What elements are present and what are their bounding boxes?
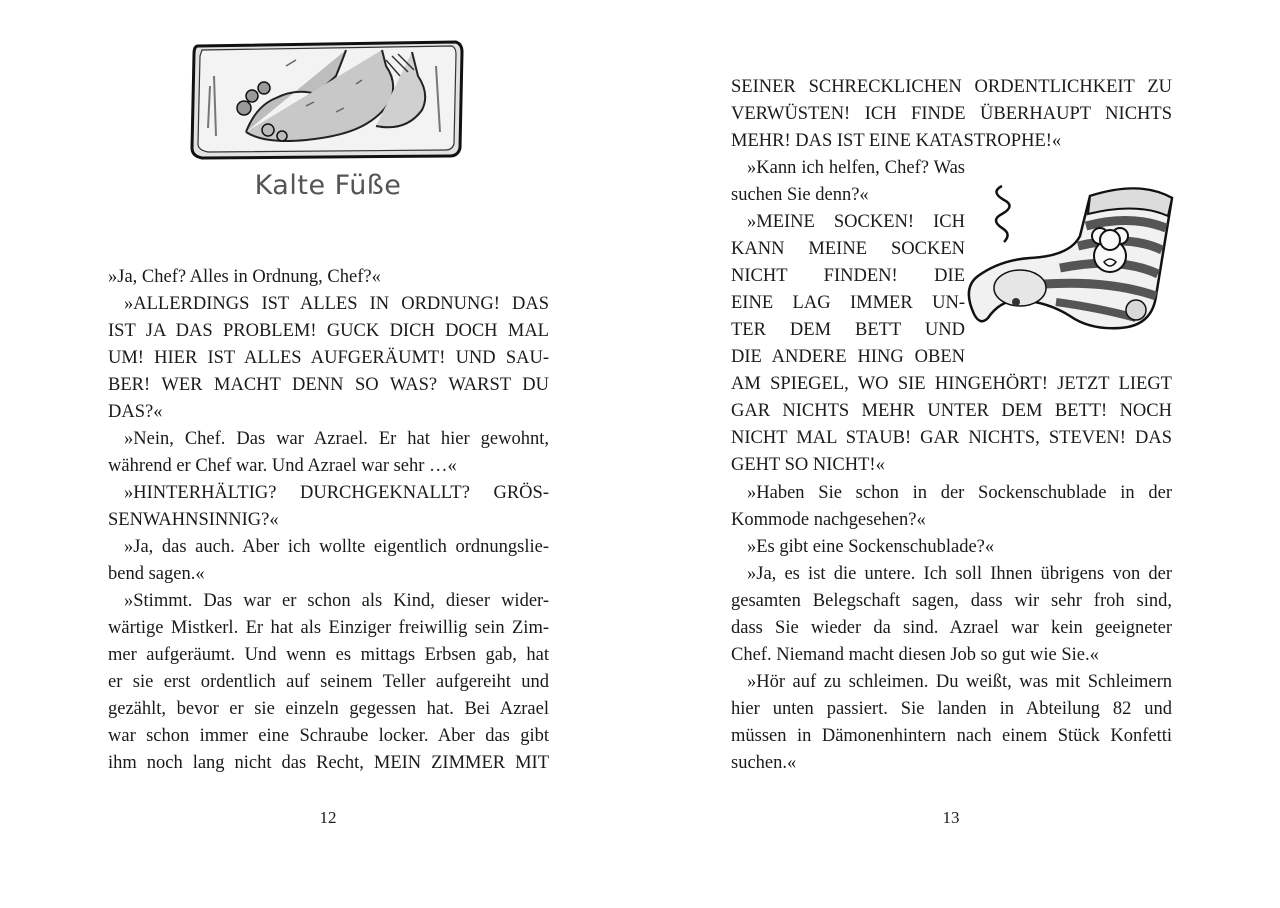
text-line: TER DEM BETT UND xyxy=(731,320,965,340)
text-line: gezählt, bevor er sie einzeln gegessen hat. Bei Azrael xyxy=(108,699,549,719)
text-line: Chef. Niemand macht diesen Job so gut wie Sie.« xyxy=(731,645,1099,665)
text-line: MEHR! DAS IST EINE KATASTROPHE!« xyxy=(731,131,1062,151)
text-line: bend sagen.« xyxy=(108,564,205,584)
ice-block-feet-illustration xyxy=(186,36,466,162)
text-line: »Ja, das auch. Aber ich wollte eigentlich ordnungslie- xyxy=(124,537,549,557)
text-line: NICHT MAL STAUB! GAR NICHTS, STEVEN! DAS xyxy=(731,428,1172,448)
text-line: SEINER SCHRECKLICHEN ORDENTLICHKEIT ZU xyxy=(731,77,1172,97)
text-line: DAS?« xyxy=(108,402,163,422)
text-line: »HINTERHÄLTIG? DURCHGEKNALLT? GRÖS- xyxy=(124,483,549,503)
text-line: DIE ANDERE HING OBEN xyxy=(731,347,965,367)
text-line: GEHT SO NICHT!« xyxy=(731,455,885,475)
page-number: 13 xyxy=(942,808,960,827)
text-line: KANN MEINE SOCKEN xyxy=(731,239,965,259)
text-line: suchen Sie denn?« xyxy=(731,185,869,205)
text-line: »MEINE SOCKEN! ICH xyxy=(747,212,965,232)
text-line: ihm noch lang nicht das Recht, MEIN ZIMMER MIT xyxy=(108,753,549,773)
text-line: dass Sie wieder da sind. Azrael war kein geeigneter xyxy=(731,618,1172,638)
text-line: »Hör auf zu schleimen. Du weißt, was mit Schleimern xyxy=(747,672,1172,692)
text-line: EINE LAG IMMER UN- xyxy=(731,293,965,313)
text-line: VERWÜSTEN! ICH FINDE ÜBERHAUPT NICHTS xyxy=(731,104,1172,124)
text-line: wärtige Mistkerl. Er hat als Einziger freiwillig sein Zim- xyxy=(108,618,549,638)
text-line: »Stimmt. Das war er schon als Kind, dieser wider- xyxy=(124,591,549,611)
text-line: »Kann ich helfen, Chef? Was xyxy=(747,158,965,178)
text-line: SENWAHNSINNIG?« xyxy=(108,510,279,530)
text-line: »Haben Sie schon in der Sockenschublade in der xyxy=(747,483,1172,503)
text-line: mer aufgeräumt. Und wenn es mittags Erbsen gab, hat xyxy=(108,645,549,665)
text-line: hier unten passiert. Sie landen in Abteilung 82 und xyxy=(731,699,1172,719)
text-line: UM! HIER IST ALLES AUFGERÄUMT! UND SAU- xyxy=(108,348,549,368)
text-line: »ALLERDINGS IST ALLES IN ORDNUNG! DAS xyxy=(124,294,549,314)
text-line: »Nein, Chef. Das war Azrael. Er hat hier gewohnt, xyxy=(124,429,549,449)
text-line: AM SPIEGEL, WO SIE HINGEHÖRT! JETZT LIEGT xyxy=(731,374,1172,394)
text-line: war schon immer eine Schraube locker. Aber das gibt xyxy=(108,726,549,746)
text-line: »Es gibt eine Sockenschublade?« xyxy=(747,537,995,557)
chapter-title: Kalte Füße xyxy=(254,170,402,201)
text-line: Kommode nachgesehen?« xyxy=(731,510,926,530)
page-number: 12 xyxy=(319,808,337,827)
text-line: müssen in Dämonenhintern nach einem Stück Konfetti xyxy=(731,726,1172,746)
text-line: NICHT FINDEN! DIE xyxy=(731,266,965,286)
text-line: BER! WER MACHT DENN SO WAS? WARST DU xyxy=(108,375,549,395)
text-line: er sie erst ordentlich auf seinem Teller aufgereiht und xyxy=(108,672,549,692)
text-line: suchen.« xyxy=(731,753,797,773)
text-line: während er Chef war. Und Azrael war sehr …« xyxy=(108,456,457,476)
text-line: gesamten Belegschaft sagen, dass wir sehr froh sind, xyxy=(731,591,1172,611)
text-line: »Ja, es ist die untere. Ich soll Ihnen übrigens von der xyxy=(747,564,1172,584)
text-line: IST JA DAS PROBLEM! GUCK DICH DOCH MAL xyxy=(108,321,549,341)
text-line: GAR NICHTS MEHR UNTER DEM BETT! NOCH xyxy=(731,401,1172,421)
text-line: »Ja, Chef? Alles in Ordnung, Chef?« xyxy=(108,267,381,287)
